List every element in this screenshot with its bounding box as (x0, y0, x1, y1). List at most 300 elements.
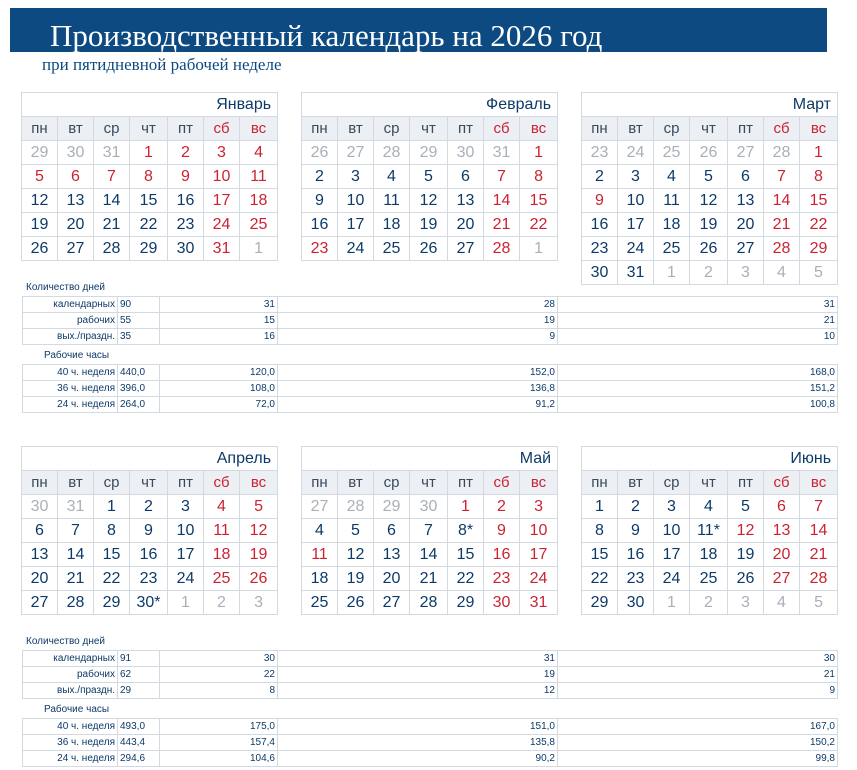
month-name: Май (302, 447, 558, 471)
other-month-day: 27 (728, 141, 764, 165)
month-value: 19 (278, 313, 558, 329)
working-day: 16 (618, 543, 654, 567)
working-day: 9 (302, 189, 338, 213)
working-day: 27 (448, 237, 484, 261)
holiday-day: 15 (800, 189, 838, 213)
other-month-day: 24 (618, 141, 654, 165)
holiday-day: 15 (520, 189, 558, 213)
working-day: 13 (448, 189, 484, 213)
other-month-day: 30 (58, 141, 94, 165)
other-month-day: 1 (520, 237, 558, 261)
working-day: 6 (448, 165, 484, 189)
month-value: 91,2 (278, 397, 558, 413)
other-month-day: 1 (240, 237, 278, 261)
month-value: 30 (558, 651, 838, 667)
holiday-day: 14 (800, 519, 838, 543)
week-row (22, 213, 278, 237)
holiday-day: 3 (520, 495, 558, 519)
working-day: 13 (22, 543, 58, 567)
weekday-label: вс (520, 471, 558, 495)
month-calendar (301, 92, 558, 261)
working-day: 8 (94, 519, 130, 543)
working-day: 15 (94, 543, 130, 567)
week-row (22, 543, 278, 567)
working-day: 2 (130, 495, 168, 519)
holiday-day: 31 (204, 237, 240, 261)
working-day: 2 (302, 165, 338, 189)
holiday-day: 1 (800, 141, 838, 165)
working-day: 6 (22, 519, 58, 543)
other-month-day: 29 (374, 495, 410, 519)
working-day: 17 (338, 213, 374, 237)
working-day: 28 (410, 591, 448, 615)
working-day: 18 (302, 567, 338, 591)
working-day: 5 (338, 519, 374, 543)
working-day: 10 (168, 519, 204, 543)
holiday-day: 28 (764, 237, 800, 261)
stats-row (23, 313, 838, 329)
working-day: 4 (690, 495, 728, 519)
other-month-day: 5 (800, 261, 838, 285)
week-row (302, 165, 558, 189)
weekday-label: сб (484, 117, 520, 141)
month-value: 31 (278, 651, 558, 667)
stats-row-label: 24 ч. неделя (23, 751, 118, 767)
working-day: 13 (374, 543, 410, 567)
working-day: 16 (302, 213, 338, 237)
working-day: 26 (410, 237, 448, 261)
working-day: 10 (618, 189, 654, 213)
holiday-day: 17 (520, 543, 558, 567)
working-day: 16 (168, 189, 204, 213)
holiday-day: 24 (520, 567, 558, 591)
week-row (302, 141, 558, 165)
other-month-day: 5 (800, 591, 838, 615)
quarter-total: 62 (118, 667, 160, 683)
weekday-label: пн (302, 471, 338, 495)
working-day: 25 (654, 237, 690, 261)
stats-row (23, 735, 838, 751)
month-value: 21 (558, 313, 838, 329)
working-day: 23 (130, 567, 168, 591)
working-day: 14 (94, 189, 130, 213)
stats-row-label: календарных (23, 651, 118, 667)
week-row (302, 237, 558, 261)
working-day: 29 (582, 591, 618, 615)
week-row (302, 495, 558, 519)
month-value: 151,2 (558, 381, 838, 397)
weekday-label: вт (58, 471, 94, 495)
week-row (582, 543, 838, 567)
month-value: 151,0 (278, 719, 558, 735)
other-month-day: 31 (58, 495, 94, 519)
month-calendar (581, 446, 838, 615)
holiday-day: 11 (302, 543, 338, 567)
weekday-label: пт (168, 471, 204, 495)
week-row (302, 213, 558, 237)
working-day: 26 (728, 567, 764, 591)
stats-row-label: 24 ч. неделя (23, 397, 118, 413)
holiday-day: 21 (764, 213, 800, 237)
holiday-day: 7 (800, 495, 838, 519)
holiday-day: 25 (204, 567, 240, 591)
other-month-day: 27 (338, 141, 374, 165)
weekday-label: пт (168, 117, 204, 141)
stats-row-label: рабочих (23, 313, 118, 329)
working-day: 19 (690, 213, 728, 237)
quarter-total: 29 (118, 683, 160, 699)
stats-row-label: 36 ч. неделя (23, 735, 118, 751)
days-count-table (22, 296, 838, 345)
weekday-label: вс (240, 471, 278, 495)
quarter-total: 443,4 (118, 735, 160, 751)
working-day: 19 (22, 213, 58, 237)
working-day: 30 (582, 261, 618, 285)
working-day: 12 (690, 189, 728, 213)
holiday-day: 17 (204, 189, 240, 213)
holiday-day: 23 (302, 237, 338, 261)
holiday-day: 19 (240, 543, 278, 567)
week-row (582, 261, 838, 285)
working-day: 25 (302, 591, 338, 615)
week-row (582, 237, 838, 261)
quarter-total: 35 (118, 329, 160, 345)
holiday-day: 14 (764, 189, 800, 213)
weekday-label: сб (764, 471, 800, 495)
working-day: 27 (58, 237, 94, 261)
working-day: 10 (654, 519, 690, 543)
month-value: 30 (160, 651, 278, 667)
stats-row (23, 297, 838, 313)
week-row (582, 141, 838, 165)
month-value: 9 (558, 683, 838, 699)
holiday-day: 6 (58, 165, 94, 189)
other-month-day: 2 (690, 591, 728, 615)
other-month-day: 30 (22, 495, 58, 519)
holiday-day: 11 (240, 165, 278, 189)
month-value: 99,8 (558, 751, 838, 767)
working-day: 4 (374, 165, 410, 189)
quarter-total: 294,6 (118, 751, 160, 767)
weekday-label: ср (654, 117, 690, 141)
working-day: 22 (94, 567, 130, 591)
other-month-day: 31 (484, 141, 520, 165)
working-day: 8 (582, 519, 618, 543)
holiday-day: 10 (520, 519, 558, 543)
working-day: 22 (582, 567, 618, 591)
holiday-day: 27 (764, 567, 800, 591)
week-row (22, 519, 278, 543)
other-month-day: 29 (410, 141, 448, 165)
working-day: 20 (374, 567, 410, 591)
stats-row-label: 40 ч. неделя (23, 719, 118, 735)
other-month-day: 2 (690, 261, 728, 285)
weekday-label: пн (582, 471, 618, 495)
holiday-day: 12 (240, 519, 278, 543)
month-value: 31 (160, 297, 278, 313)
working-day: 24 (618, 237, 654, 261)
working-day: 29 (130, 237, 168, 261)
working-day: 25 (374, 237, 410, 261)
stats-row (23, 397, 838, 413)
working-day: 3 (338, 165, 374, 189)
working-day: 14 (410, 543, 448, 567)
working-day: 17 (168, 543, 204, 567)
month-value: 10 (558, 329, 838, 345)
weekday-label: вт (618, 117, 654, 141)
working-day: 3 (618, 165, 654, 189)
weekday-label: пт (448, 117, 484, 141)
holiday-day: 23 (484, 567, 520, 591)
weekday-header (302, 117, 558, 141)
weekday-label: сб (204, 471, 240, 495)
month-value: 120,0 (160, 365, 278, 381)
weekday-label: пт (728, 117, 764, 141)
holiday-day: 9 (168, 165, 204, 189)
working-day: 5 (728, 495, 764, 519)
working-day: 6 (374, 519, 410, 543)
quarter-total: 264,0 (118, 397, 160, 413)
working-day: 9 (618, 519, 654, 543)
month-value: 19 (278, 667, 558, 683)
working-hours-table (22, 364, 838, 413)
week-row (22, 165, 278, 189)
holiday-day: 1 (520, 141, 558, 165)
holiday-day: 3 (204, 141, 240, 165)
holiday-day: 18 (240, 189, 278, 213)
holiday-day: 1 (448, 495, 484, 519)
weekday-label: вт (58, 117, 94, 141)
holiday-day: 7 (764, 165, 800, 189)
other-month-day: 3 (728, 591, 764, 615)
holiday-day: 7 (94, 165, 130, 189)
stats-row-label: вых./праздн. (23, 683, 118, 699)
stats-row (23, 651, 838, 667)
other-month-day: 4 (764, 261, 800, 285)
working-day: 30 (618, 591, 654, 615)
holiday-day: 7 (484, 165, 520, 189)
working-day: 26 (22, 237, 58, 261)
stats-row (23, 751, 838, 767)
stats-row-label: 36 ч. неделя (23, 381, 118, 397)
weekday-label: сб (484, 471, 520, 495)
other-month-day: 28 (374, 141, 410, 165)
other-month-day: 28 (764, 141, 800, 165)
other-month-day: 26 (690, 141, 728, 165)
holiday-day: 26 (240, 567, 278, 591)
holiday-day: 20 (764, 543, 800, 567)
weekday-label: чт (410, 471, 448, 495)
working-day: 15 (448, 543, 484, 567)
month-value: 9 (278, 329, 558, 345)
working-day: 5 (410, 165, 448, 189)
weekday-label: пн (582, 117, 618, 141)
holiday-day: 8 (800, 165, 838, 189)
holiday-day: 31 (520, 591, 558, 615)
holiday-day: 29 (800, 237, 838, 261)
working-day: 18 (654, 213, 690, 237)
week-row (302, 543, 558, 567)
other-month-day: 3 (728, 261, 764, 285)
weekday-label: вс (520, 117, 558, 141)
weekday-header (302, 471, 558, 495)
working-day: 21 (94, 213, 130, 237)
month-value: 90,2 (278, 751, 558, 767)
stats-row (23, 381, 838, 397)
working-day: 12 (338, 543, 374, 567)
working-day: 5 (690, 165, 728, 189)
month-value: 157,4 (160, 735, 278, 751)
weekday-header (22, 117, 278, 141)
month-value: 28 (278, 297, 558, 313)
other-month-day: 1 (654, 591, 690, 615)
month-calendar (21, 92, 278, 261)
working-day: 27 (374, 591, 410, 615)
working-day: 13 (58, 189, 94, 213)
week-row (582, 519, 838, 543)
working-day: 18 (690, 543, 728, 567)
working-day: 16 (582, 213, 618, 237)
month-calendar (301, 446, 558, 615)
holiday-day: 5 (240, 495, 278, 519)
month-calendar (581, 92, 838, 285)
page-subtitle: при пятидневной рабочей неделе (42, 55, 282, 74)
month-value: 104,6 (160, 751, 278, 767)
week-row (582, 189, 838, 213)
holiday-day: 11 (204, 519, 240, 543)
weekday-label: пн (302, 117, 338, 141)
week-row (582, 213, 838, 237)
holiday-day: 16 (484, 543, 520, 567)
hours-section-label: Рабочие часы (44, 350, 110, 361)
holiday-day: 28 (484, 237, 520, 261)
week-row (582, 591, 838, 615)
working-day: 26 (690, 237, 728, 261)
working-day: 20 (58, 213, 94, 237)
month-value: 72,0 (160, 397, 278, 413)
weekday-label: пт (448, 471, 484, 495)
holiday-day: 10 (204, 165, 240, 189)
working-day: 11 (654, 189, 690, 213)
weekday-label: вт (618, 471, 654, 495)
week-row (22, 189, 278, 213)
working-day: 30* (130, 591, 168, 615)
other-month-day: 26 (302, 141, 338, 165)
other-month-day: 2 (204, 591, 240, 615)
weekday-label: сб (204, 117, 240, 141)
stats-row-label: календарных (23, 297, 118, 313)
month-name: Март (582, 93, 838, 117)
week-row (302, 591, 558, 615)
weekday-label: ср (374, 471, 410, 495)
month-value: 100,8 (558, 397, 838, 413)
weekday-label: пн (22, 471, 58, 495)
working-day: 8* (448, 519, 484, 543)
weekday-label: чт (130, 117, 168, 141)
other-month-day: 28 (338, 495, 374, 519)
working-day: 7 (58, 519, 94, 543)
weekday-label: чт (410, 117, 448, 141)
weekday-label: чт (690, 471, 728, 495)
working-day: 20 (728, 213, 764, 237)
working-day: 18 (374, 213, 410, 237)
weekday-label: вс (240, 117, 278, 141)
holiday-day: 13 (764, 519, 800, 543)
holiday-day: 18 (204, 543, 240, 567)
working-day: 4 (654, 165, 690, 189)
month-value: 150,2 (558, 735, 838, 751)
working-day: 6 (728, 165, 764, 189)
month-calendar (21, 446, 278, 615)
stats-row (23, 667, 838, 683)
stats-row (23, 683, 838, 699)
week-row (582, 165, 838, 189)
month-value: 15 (160, 313, 278, 329)
week-row (22, 591, 278, 615)
month-value: 175,0 (160, 719, 278, 735)
working-day: 23 (582, 237, 618, 261)
working-day: 28 (94, 237, 130, 261)
working-day: 3 (654, 495, 690, 519)
weekday-header (22, 471, 278, 495)
days-count-table (22, 650, 838, 699)
working-day: 17 (654, 543, 690, 567)
stats-row (23, 719, 838, 735)
holiday-day: 30 (484, 591, 520, 615)
weekday-label: пн (22, 117, 58, 141)
holiday-day: 24 (204, 213, 240, 237)
weekday-label: чт (690, 117, 728, 141)
working-day: 2 (618, 495, 654, 519)
other-month-day: 4 (764, 591, 800, 615)
quarter-total: 91 (118, 651, 160, 667)
holiday-day: 6 (764, 495, 800, 519)
working-day: 2 (582, 165, 618, 189)
other-month-day: 1 (654, 261, 690, 285)
working-day: 14 (58, 543, 94, 567)
holiday-day: 21 (484, 213, 520, 237)
holiday-day: 22 (520, 213, 558, 237)
weekday-label: пт (728, 471, 764, 495)
month-value: 136,8 (278, 381, 558, 397)
month-value: 135,8 (278, 735, 558, 751)
month-name: Июнь (582, 447, 838, 471)
weekday-label: ср (374, 117, 410, 141)
holiday-day: 12 (728, 519, 764, 543)
working-day: 26 (338, 591, 374, 615)
working-day: 25 (690, 567, 728, 591)
working-day: 21 (58, 567, 94, 591)
month-value: 108,0 (160, 381, 278, 397)
working-day: 27 (728, 237, 764, 261)
days-section-label: Количество дней (26, 636, 105, 647)
working-day: 19 (410, 213, 448, 237)
week-row (302, 567, 558, 591)
quarter-total: 396,0 (118, 381, 160, 397)
month-name: Февраль (302, 93, 558, 117)
other-month-day: 23 (582, 141, 618, 165)
working-day: 11* (690, 519, 728, 543)
working-day: 29 (448, 591, 484, 615)
working-day: 20 (448, 213, 484, 237)
weekday-label: вс (800, 471, 838, 495)
other-month-day: 27 (302, 495, 338, 519)
month-name: Январь (22, 93, 278, 117)
days-section-label: Количество дней (26, 282, 105, 293)
holiday-day: 21 (800, 543, 838, 567)
other-month-day: 31 (94, 141, 130, 165)
weekday-label: вт (338, 471, 374, 495)
